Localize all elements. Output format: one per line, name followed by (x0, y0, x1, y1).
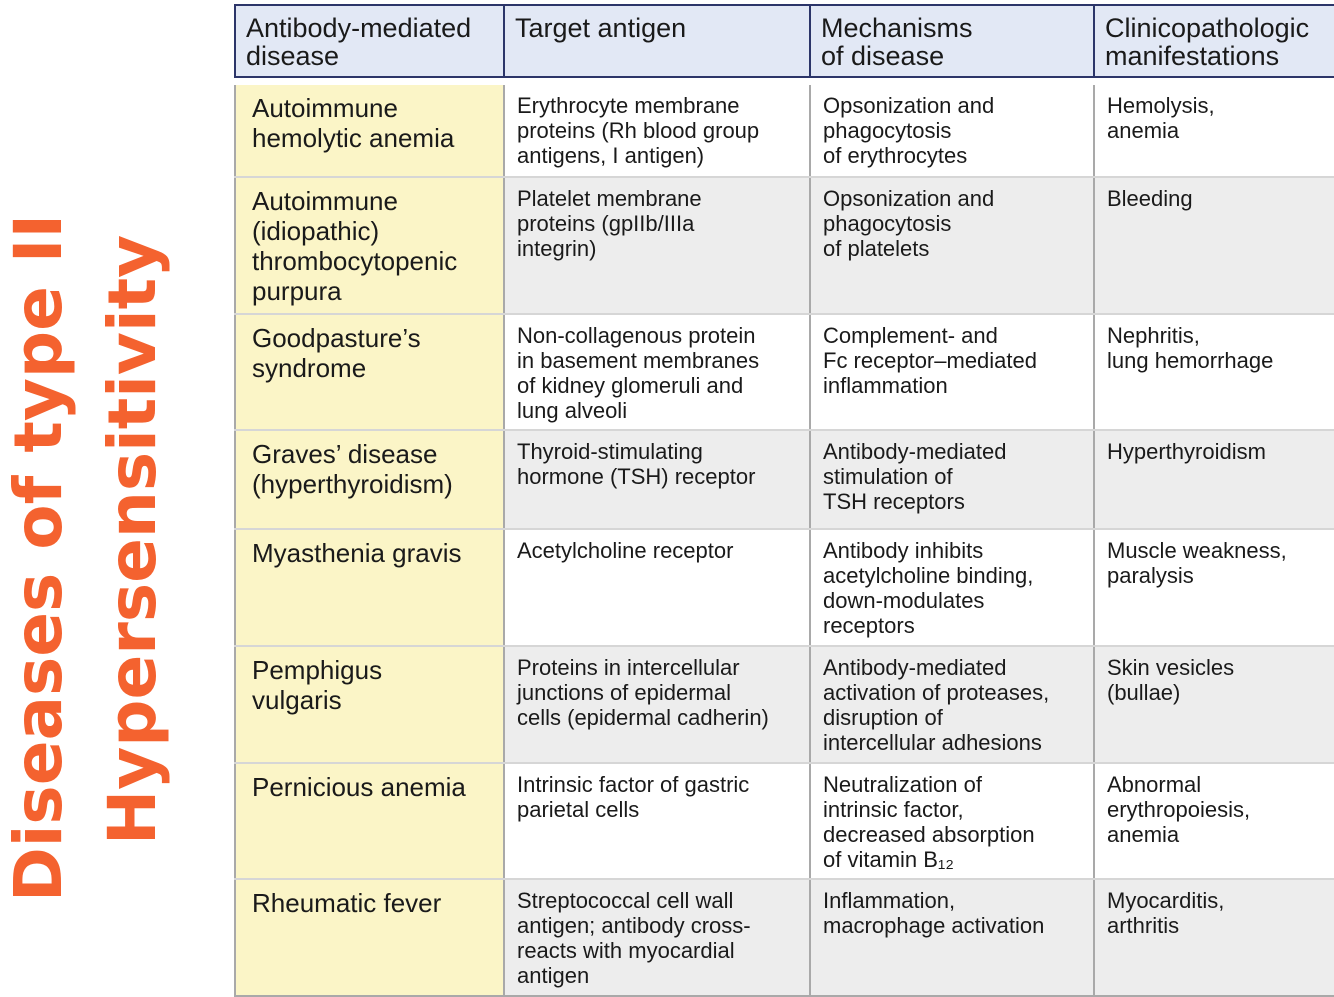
manifestation-cell: Abnormal erythropoiesis, anemia (1094, 763, 1334, 879)
table-header-row (235, 5, 1334, 77)
table-row (235, 177, 1334, 314)
mechanism-cell: Antibody-mediated stimulation of TSH receptors (810, 430, 1094, 529)
disease-cell: Pemphigus vulgaris (235, 646, 504, 763)
title-line-2: Hypersensitivity (94, 234, 171, 845)
header-target-antigen: Target antigen (504, 5, 810, 77)
mechanism-cell: Opsonization and phagocytosis of platelets (810, 177, 1094, 314)
disease-cell: Pernicious anemia (235, 763, 504, 879)
mechanism-cell: Inflammation, macrophage activation (810, 879, 1094, 996)
table-row (235, 314, 1334, 430)
target-antigen-cell: Non-collagenous protein in basement membranes of kidney glomeruli and lung alveoli (504, 314, 810, 430)
disease-cell: Goodpasture’s syndrome (235, 314, 504, 430)
hypersensitivity-table (234, 4, 1334, 997)
table-row (235, 529, 1334, 646)
mechanism-cell: Opsonization and phagocytosis of erythrocytes (810, 85, 1094, 177)
target-antigen-cell: Acetylcholine receptor (504, 529, 810, 646)
mechanism-cell: Complement- and Fc receptor–mediated inflammation (810, 314, 1094, 430)
header-disease: Antibody-mediated disease (235, 5, 504, 77)
target-antigen-cell: Streptococcal cell wall antigen; antibody cross- reacts with myocardial antigen (504, 879, 810, 996)
header-mechanisms: Mechanisms of disease (810, 5, 1094, 77)
disease-cell: Autoimmune hemolytic anemia (235, 85, 504, 177)
table-row (235, 879, 1334, 996)
manifestation-cell: Skin vesicles (bullae) (1094, 646, 1334, 763)
mechanism-cell: Neutralization of intrinsic factor, decreased absorption of vitamin B₁₂ (810, 763, 1094, 879)
table-row (235, 763, 1334, 879)
manifestation-cell: Hemolysis, anemia (1094, 85, 1334, 177)
mechanism-cell: Antibody-mediated activation of proteases, disruption of intercellular adhesions (810, 646, 1094, 763)
header-manifestations: Clinicopathologic manifestations (1094, 5, 1334, 77)
target-antigen-cell: Proteins in intercellular junctions of epidermal cells (epidermal cadherin) (504, 646, 810, 763)
disease-cell: Myasthenia gravis (235, 529, 504, 646)
slide-title (0, 0, 200, 993)
target-antigen-cell: Intrinsic factor of gastric parietal cells (504, 763, 810, 879)
mechanism-cell: Antibody inhibits acetylcholine binding, down-modulates receptors (810, 529, 1094, 646)
target-antigen-cell: Erythrocyte membrane proteins (Rh blood group antigens, I antigen) (504, 85, 810, 177)
table-row (235, 646, 1334, 763)
manifestation-cell: Muscle weakness, paralysis (1094, 529, 1334, 646)
disease-cell: Graves’ disease (hyperthyroidism) (235, 430, 504, 529)
title-line-1: Diseases of type II (0, 213, 77, 902)
table-row (235, 430, 1334, 529)
manifestation-cell: Bleeding (1094, 177, 1334, 314)
target-antigen-cell: Platelet membrane proteins (gpIIb/IIIa integrin) (504, 177, 810, 314)
disease-cell: Rheumatic fever (235, 879, 504, 996)
table-row (235, 85, 1334, 177)
disease-cell: Autoimmune (idiopathic) thrombocytopenic purpura (235, 177, 504, 314)
manifestation-cell: Nephritis, lung hemorrhage (1094, 314, 1334, 430)
target-antigen-cell: Thyroid-stimulating hormone (TSH) receptor (504, 430, 810, 529)
manifestation-cell: Hyperthyroidism (1094, 430, 1334, 529)
manifestation-cell: Myocarditis, arthritis (1094, 879, 1334, 996)
